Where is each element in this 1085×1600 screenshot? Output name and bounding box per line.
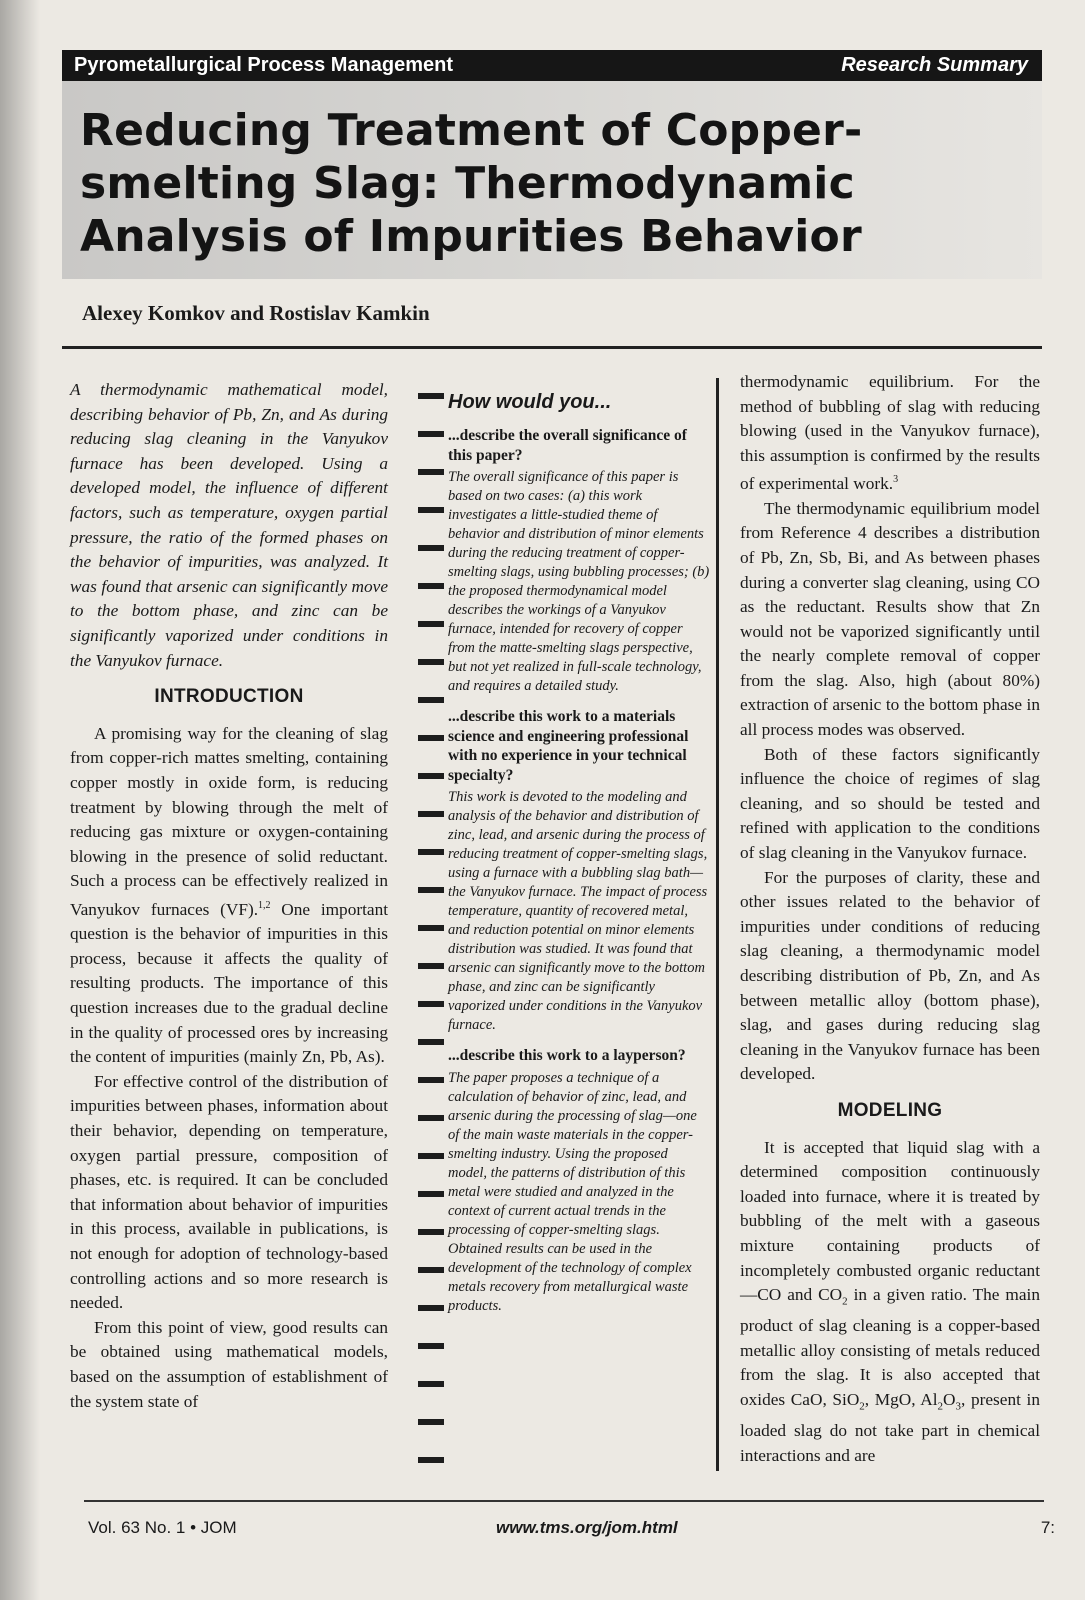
right-paragraph-5: It is accepted that liquid slag with a determined composition continuously loaded into furnace, where it is treated by bubbling of the melt with a gaseous mixture containing products of incompletely combusted organic reductant—CO and $CO_2$ in a given ratio. The main product of slag cleaning is a copper-based metallic alloy consisting of metals reduced from the slag. It is also accepted that oxides CaO, SiO$_2$, MgO, $Al_2O_3$, present in loaded slag do not take part in chemical interactions and are (740, 1137, 1040, 1465)
sidebar-question-2: ...describe this work to a materials science and engineering professional with no experience in your technical specialty? (448, 708, 689, 784)
article-authors: Alexey Komkov and Rostislav Kamkin (82, 301, 430, 325)
sidebar-question-1: ...describe the overall significance of this paper? (448, 427, 687, 464)
spiral-binding-decoration (418, 383, 444, 1493)
sidebar-title: How would you... (448, 391, 612, 413)
how-would-you-sidebar (418, 383, 718, 1493)
section-banner (62, 50, 1042, 81)
footer-rule (84, 1500, 1044, 1502)
modeling-heading: MODELING (837, 1099, 943, 1121)
intro-paragraph-2: For effective control of the distribution of impurities between phases, information about their behavior, depending on temperature, oxygen partial pressure, composition of phases, etc. is required. It can be concluded that information about behavior of impurities in this process, available in publications, is not enough for adoption of technology-based controlling actions and so more research is needed. (70, 1071, 388, 1313)
right-paragraph-2: The thermodynamic equilibrium model from Reference 4 describes a distribution of Pb, Zn, Sb, Bi, and As between phases during a converter slag cleaning, using CO as the reductant. Results show that Zn would not be vaporized significantly until the nearly complete removal of copper from the slag. Also, high (about 80%) extraction of arsenic to the bottom phase in all process modes was observed. (740, 498, 1040, 740)
intro-paragraph-1: A promising way for the cleaning of slag from copper-rich mattes smelting, containing copper mostly in oxide form, is reducing treatment by blowing through the melt of reducing gas mixture or oxygen-containing blowing in the presence of solid reductant. Such a process can be effectively realized in Vanyukov furnaces (VF).$^{1,2}$ One important question is the behavior of impurities in this process, because it affects the quality of resulting products. The importance of this question increases due to the gradual decline in the quality of processed ores by increasing the content of impurities (mainly Zn, Pb, As). (70, 723, 389, 1067)
category-label: Research Summary (841, 54, 1028, 76)
column-right (740, 370, 1040, 1468)
section-label: Pyrometallurgical Process Management (74, 54, 454, 76)
introduction-heading: INTRODUCTION (154, 686, 304, 708)
page-edge-shadow (0, 0, 40, 1600)
sidebar-answer-1: The overall significance of this paper is based on two cases: (a) this work investigates a little-studied theme of behavior and distribution of minor elements during the reducing treatment of copper-smelting slags, using bubbling processes; (b) the proposed thermodynamical model describes the workings of a Vanyukov furnace, intended for recovery of copper from the matte-smelting slags perspective, but not yet realized in full-scale technology, and requires a detailed study. (448, 469, 710, 694)
sidebar-answer-2: This work is devoted to the modeling and analysis of the behavior and distribution of zinc, lead, and arsenic during the process of reducing treatment of copper-smelting slags, using a furnace with a bubbling slag bath—the Vanyukov furnace. The impact of process temperature, quantity of recovered metal, and reduction potential on minor elements distribution was studied. It was found that arsenic can significantly move to the bottom phase, and zinc can be significantly vaporized under conditions in the Vanyukov furnace. (448, 789, 708, 1033)
journal-url: www.tms.org/jom.html (496, 1518, 678, 1537)
column-divider (716, 378, 719, 1471)
sidebar-question-3: ...describe this work to a layperson? (448, 1047, 686, 1064)
abstract: A thermodynamic mathematical model, describing behavior of Pb, Zn, and As during reducing slag cleaning in the Vanyukov furnace has been developed. Using a developed model, the influence of different factors, such as temperature, oxygen partial pressure, the ratio of the formed phases on the behavior of impurities, was analyzed. It was found that arsenic can significantly move to the bottom phase, and zinc can be significantly vaporized under conditions in the Vanyukov furnace. (70, 380, 388, 670)
column-left (70, 378, 388, 1414)
intro-paragraph-3: From this point of view, good results can be obtained using mathematical models, based on the assumption of establishment of the system state of (70, 1317, 388, 1411)
sidebar-answer-3: The paper proposes a technique of a calculation of behavior of zinc, lead, and arsenic during the processing of slag—one of the main waste materials in the copper-smelting industry. Using the proposed model, the patterns of distribution of this metal were studied and analyzed in the context of current actual trends in the processing of copper-smelting slags. Obtained results can be used in the development of the technology of complex metals recovery from metallurgical waste products. (448, 1069, 697, 1314)
page-number: 7: (1040, 1518, 1055, 1537)
article-title: Reducing Treatment of Copper-smelting Slag: Thermodynamic Analysis of Impurities Behavior (80, 105, 863, 262)
header-rule (62, 346, 1042, 349)
journal-volume: Vol. 63 No. 1 • JOM (88, 1518, 237, 1537)
right-paragraph-1: thermodynamic equilibrium. For the method of bubbling of slag with reducing blowing (used in the Vanyukov furnace), this assumption is confirmed by the results of experimental work.$^3$ (740, 372, 1040, 494)
right-paragraph-4: For the purposes of clarity, these and other issues related to the behavior of impurities under conditions of reducing slag cleaning, a thermodynamic model describing distribution of Pb, Zn, and As between metallic alloy (bottom phase), slag, and gases during reducing slag cleaning in the Vanyukov furnace has been developed. (740, 867, 1040, 1084)
right-paragraph-3: Both of these factors significantly influence the choice of regimes of slag cleaning, and so should be tested and refined with application to the conditions of slag cleaning in the Vanyukov furnace. (740, 744, 1040, 863)
